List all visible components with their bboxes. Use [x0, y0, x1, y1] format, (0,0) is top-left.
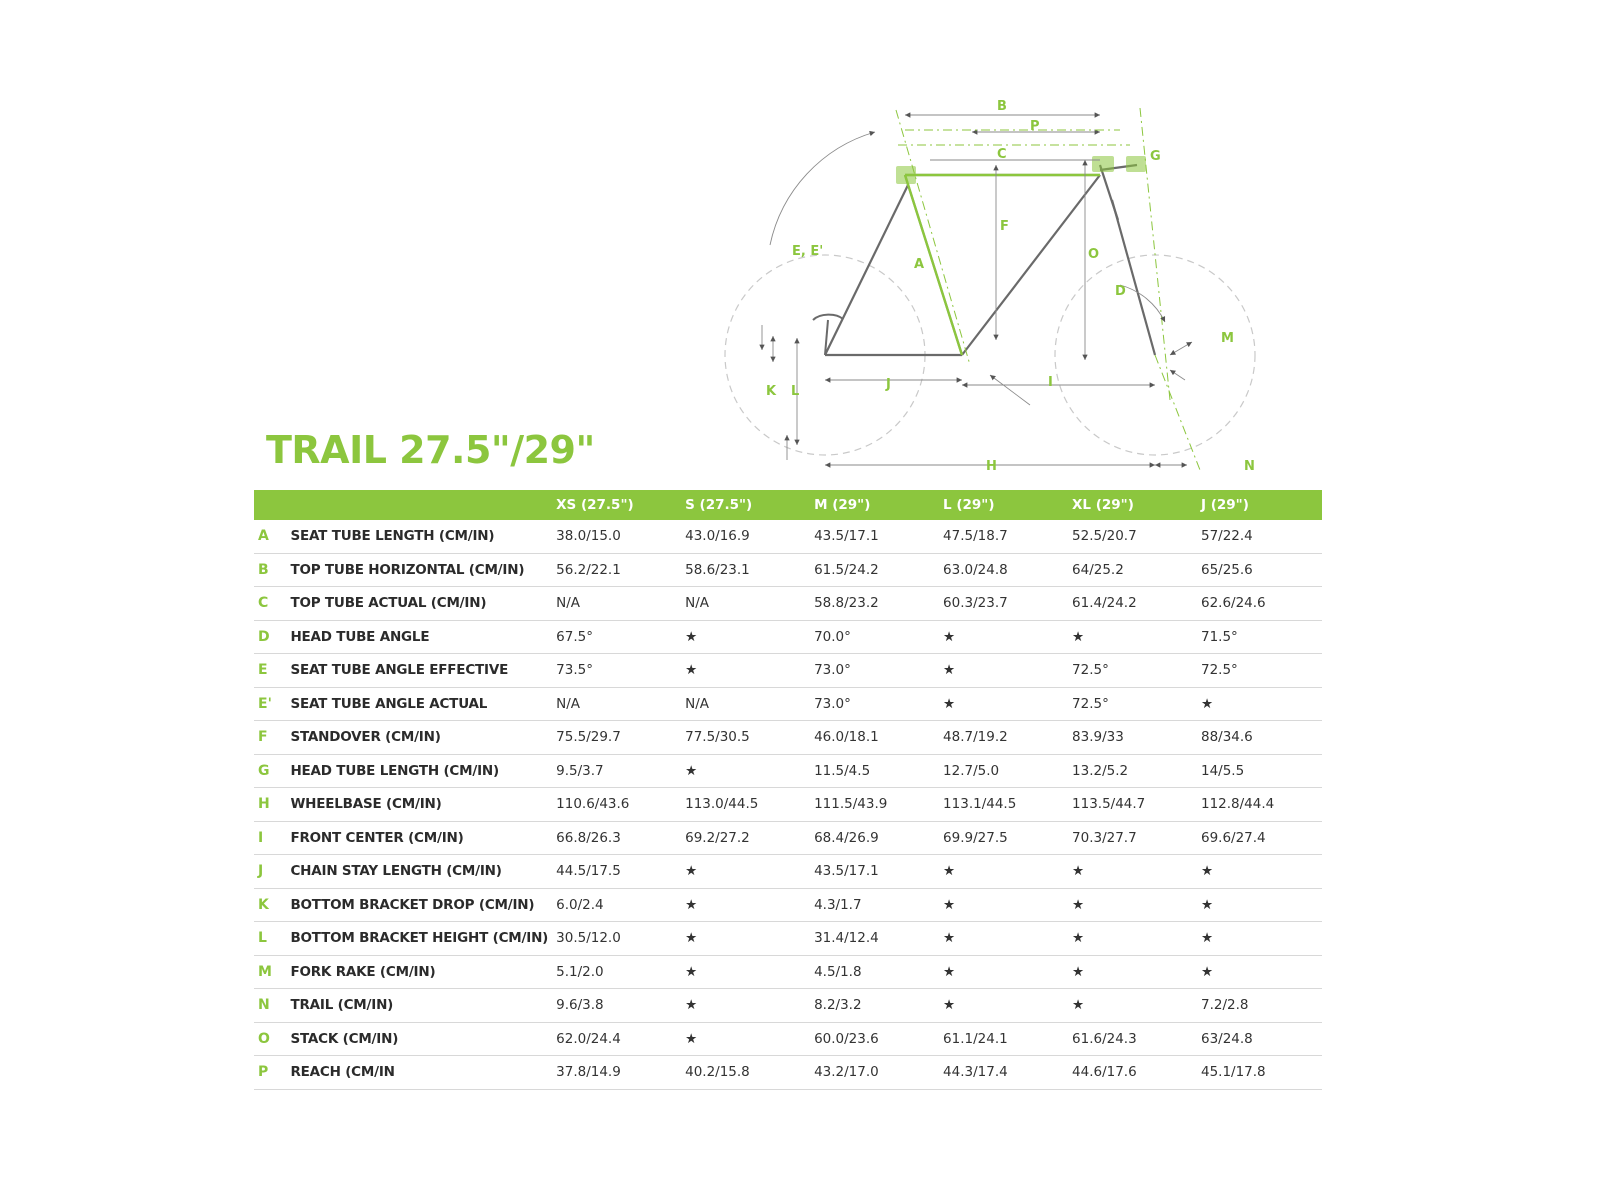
cell-l: 69.9/27.5: [943, 829, 1008, 846]
cell-xs: 44.5/17.5: [556, 863, 621, 880]
cell-l: ★: [943, 997, 956, 1014]
table-row: [254, 587, 1322, 621]
column-header-xs: XS (27.5"): [548, 490, 677, 520]
cell-j: ★: [1200, 963, 1214, 980]
cell-xs: 6.0/2.4: [556, 896, 604, 913]
cell-s: N/A: [685, 695, 709, 712]
table-row: [254, 620, 1322, 654]
table-row: [254, 1022, 1322, 1056]
table-corner-cell: [254, 490, 548, 520]
cell-j: ★: [1200, 863, 1214, 880]
column-header-s: S (27.5"): [677, 490, 806, 520]
column-header-l: L (29"): [935, 490, 1064, 520]
cell-xs: 38.0/15.0: [556, 528, 621, 545]
cell-l: 60.3/23.7: [943, 595, 1008, 612]
table-row: [254, 721, 1322, 755]
cell-l: 63.0/24.8: [943, 561, 1008, 578]
label-N: N: [1244, 459, 1255, 474]
cell-xl: ★: [1072, 896, 1085, 913]
cell-xs: 37.8/14.9: [556, 1064, 621, 1081]
label-C: C: [997, 147, 1007, 162]
label-H: H: [986, 459, 997, 474]
cell-xl: 72.5°: [1072, 662, 1109, 679]
cell-j: ★: [1200, 695, 1214, 712]
cell-xl: 83.9/33: [1072, 729, 1124, 746]
cell-xl: 72.5°: [1072, 695, 1109, 712]
row-letter: I: [258, 829, 264, 846]
cell-l: ★: [943, 896, 956, 913]
cell-m: 31.4/12.4: [814, 930, 879, 947]
table-row: [254, 989, 1322, 1023]
cell-xs: 9.6/3.8: [556, 997, 604, 1014]
table-row: [254, 922, 1322, 956]
label-J: J: [886, 377, 891, 392]
table-row: [254, 821, 1322, 855]
row-letter: F: [258, 729, 268, 746]
geometry-table: [254, 490, 1322, 1090]
cell-j: 65/25.6: [1200, 561, 1253, 578]
cell-m: 111.5/43.9: [814, 796, 888, 813]
cell-xl: ★: [1072, 930, 1085, 947]
cell-l: ★: [943, 863, 956, 880]
cell-xs: 62.0/24.4: [556, 1030, 621, 1047]
cell-m: 8.2/3.2: [814, 997, 862, 1014]
label-F: F: [1000, 219, 1009, 234]
table-row: [254, 788, 1322, 822]
table-row: [254, 553, 1322, 587]
row-letter: M: [258, 963, 272, 980]
cell-m: 70.0°: [814, 628, 851, 645]
cell-j: 45.1/17.8: [1200, 1064, 1266, 1081]
cell-xs: N/A: [556, 695, 581, 712]
cell-j: ★: [1200, 930, 1214, 947]
cell-l: 61.1/24.1: [943, 1030, 1008, 1047]
wheels-outline: [725, 255, 1255, 455]
cell-xl: ★: [1072, 863, 1085, 880]
label-D: D: [1115, 284, 1126, 299]
row-letter: B: [258, 561, 269, 578]
row-letter: D: [258, 628, 270, 645]
row-letter: E: [258, 662, 268, 679]
cell-xl: 44.6/17.6: [1072, 1064, 1137, 1081]
cell-j: 63/24.8: [1200, 1030, 1253, 1047]
label-A: A: [914, 257, 925, 272]
page-title: TRAIL 27.5"/29": [266, 428, 595, 472]
label-K: K: [766, 384, 777, 399]
cell-j: 7.2/2.8: [1200, 997, 1249, 1014]
cell-s: 77.5/30.5: [685, 729, 750, 746]
row-label: SEAT TUBE LENGTH (CM/IN): [290, 528, 495, 545]
diagram-letter-labels: [766, 99, 1255, 474]
row-letter: K: [258, 896, 269, 913]
cell-j: ★: [1200, 896, 1214, 913]
cell-l: ★: [943, 930, 956, 947]
cell-s: ★: [685, 1030, 698, 1047]
cell-j: 57/22.4: [1200, 528, 1253, 545]
label-P: P: [1030, 119, 1040, 134]
cell-l: ★: [943, 662, 956, 679]
row-label: REACH (CM/IN: [290, 1064, 395, 1081]
cell-m: 43.5/17.1: [814, 863, 879, 880]
cell-m: 46.0/18.1: [814, 729, 879, 746]
cell-j: 72.5°: [1200, 662, 1238, 679]
cell-xs: 56.2/22.1: [556, 561, 621, 578]
table-header: [254, 490, 1322, 520]
label-G: G: [1150, 149, 1161, 164]
table-row: [254, 888, 1322, 922]
column-header-j: J (29"): [1193, 490, 1322, 520]
label-O: O: [1088, 247, 1100, 262]
row-letter: H: [258, 796, 270, 813]
row-label: TRAIL (CM/IN): [290, 997, 394, 1014]
cell-m: 73.0°: [814, 695, 851, 712]
cell-m: 58.8/23.2: [814, 595, 879, 612]
cell-m: 11.5/4.5: [814, 762, 871, 779]
table-row: [254, 654, 1322, 688]
cell-s: ★: [685, 628, 698, 645]
cell-xs: 5.1/2.0: [556, 963, 604, 980]
cell-m: 43.5/17.1: [814, 528, 879, 545]
cell-j: 112.8/44.4: [1200, 796, 1275, 813]
row-label: BOTTOM BRACKET HEIGHT (CM/IN): [290, 930, 549, 947]
cell-xs: 30.5/12.0: [556, 930, 621, 947]
table-row: [254, 754, 1322, 788]
row-label: FORK RAKE (CM/IN): [290, 963, 436, 980]
row-letter: A: [258, 528, 269, 545]
cell-xl: ★: [1072, 628, 1085, 645]
row-label: HEAD TUBE LENGTH (CM/IN): [290, 762, 500, 779]
table-row: [254, 1056, 1322, 1090]
row-label: CHAIN STAY LENGTH (CM/IN): [290, 863, 502, 880]
cell-m: 73.0°: [814, 662, 851, 679]
column-header-m: M (29"): [806, 490, 935, 520]
cell-m: 61.5/24.2: [814, 561, 879, 578]
cell-xl: 52.5/20.7: [1072, 528, 1137, 545]
cell-j: 14/5.5: [1200, 762, 1245, 779]
cell-l: 12.7/5.0: [943, 762, 1000, 779]
cell-m: 4.5/1.8: [814, 963, 862, 980]
table-header-row: [254, 490, 1322, 520]
row-letter: E': [258, 695, 272, 712]
cell-j: 69.6/27.4: [1200, 829, 1266, 846]
table-body: [254, 520, 1322, 1089]
row-label: SEAT TUBE ANGLE EFFECTIVE: [290, 662, 509, 679]
cell-j: 88/34.6: [1200, 729, 1253, 746]
cell-s: 40.2/15.8: [685, 1064, 750, 1081]
frame-outline: [825, 165, 1155, 355]
cell-xs: 75.5/29.7: [556, 729, 621, 746]
cell-s: 43.0/16.9: [685, 528, 750, 545]
row-label: STANDOVER (CM/IN): [290, 729, 441, 746]
row-label: TOP TUBE ACTUAL (CM/IN): [290, 595, 487, 612]
cell-j: 62.6/24.6: [1200, 595, 1266, 612]
label-EE: E, E': [792, 244, 824, 259]
row-letter: G: [258, 762, 270, 779]
row-label: BOTTOM BRACKET DROP (CM/IN): [290, 896, 535, 913]
cell-l: 47.5/18.7: [943, 528, 1008, 545]
label-M: M: [1221, 331, 1234, 346]
row-label: FRONT CENTER (CM/IN): [290, 829, 464, 846]
row-letter: J: [258, 863, 264, 880]
cell-xl: 70.3/27.7: [1072, 829, 1137, 846]
table-row: [254, 855, 1322, 889]
row-letter: L: [258, 930, 267, 947]
cell-l: ★: [943, 628, 956, 645]
cell-s: ★: [685, 896, 698, 913]
row-letter: P: [258, 1064, 269, 1081]
row-label: HEAD TUBE ANGLE: [290, 628, 430, 645]
cell-xs: 67.5°: [556, 628, 593, 645]
cell-m: 43.2/17.0: [814, 1064, 879, 1081]
cell-m: 68.4/26.9: [814, 829, 879, 846]
cell-s: 69.2/27.2: [685, 829, 750, 846]
cell-s: N/A: [685, 595, 709, 612]
table-row: [254, 687, 1322, 721]
row-letter: C: [258, 595, 269, 612]
cell-s: ★: [685, 662, 698, 679]
cell-xl: 61.6/24.3: [1072, 1030, 1137, 1047]
row-letter: O: [258, 1030, 270, 1047]
label-I: I: [1048, 375, 1053, 390]
cell-s: ★: [685, 963, 698, 980]
cell-s: 58.6/23.1: [685, 561, 750, 578]
cell-xl: ★: [1072, 997, 1085, 1014]
table-row: [254, 955, 1322, 989]
cell-xs: 73.5°: [556, 662, 593, 679]
cell-l: ★: [943, 963, 956, 980]
cell-s: ★: [685, 863, 698, 880]
frame-highlight: [905, 175, 1100, 355]
cell-s: ★: [685, 930, 698, 947]
cell-xl: 113.5/44.7: [1072, 796, 1146, 813]
cell-s: ★: [685, 762, 698, 779]
cell-s: ★: [685, 997, 698, 1014]
cell-xl: ★: [1072, 963, 1085, 980]
table-row: [254, 520, 1322, 553]
cell-xl: 64/25.2: [1072, 561, 1124, 578]
cell-xs: 110.6/43.6: [556, 796, 630, 813]
row-label: STACK (CM/IN): [290, 1030, 399, 1047]
cell-m: 60.0/23.6: [814, 1030, 879, 1047]
cell-l: 48.7/19.2: [943, 729, 1008, 746]
cell-xs: 66.8/26.3: [556, 829, 621, 846]
row-letter: N: [258, 997, 270, 1014]
row-label: WHEELBASE (CM/IN): [290, 796, 442, 813]
cell-xs: 9.5/3.7: [556, 762, 604, 779]
cell-xl: 13.2/5.2: [1072, 762, 1129, 779]
bike-geometry-diagram: [700, 70, 1300, 490]
row-label: SEAT TUBE ANGLE ACTUAL: [290, 695, 488, 712]
cell-l: 113.1/44.5: [943, 796, 1017, 813]
column-header-xl: XL (29"): [1064, 490, 1193, 520]
cell-s: 113.0/44.5: [685, 796, 759, 813]
cell-l: 44.3/17.4: [943, 1064, 1008, 1081]
cell-xl: 61.4/24.2: [1072, 595, 1137, 612]
label-L: L: [791, 384, 800, 399]
row-label: TOP TUBE HORIZONTAL (CM/IN): [290, 561, 525, 578]
cell-m: 4.3/1.7: [814, 896, 862, 913]
label-B: B: [997, 99, 1007, 114]
cell-j: 71.5°: [1200, 628, 1238, 645]
cell-xs: N/A: [556, 595, 581, 612]
cell-l: ★: [943, 695, 956, 712]
